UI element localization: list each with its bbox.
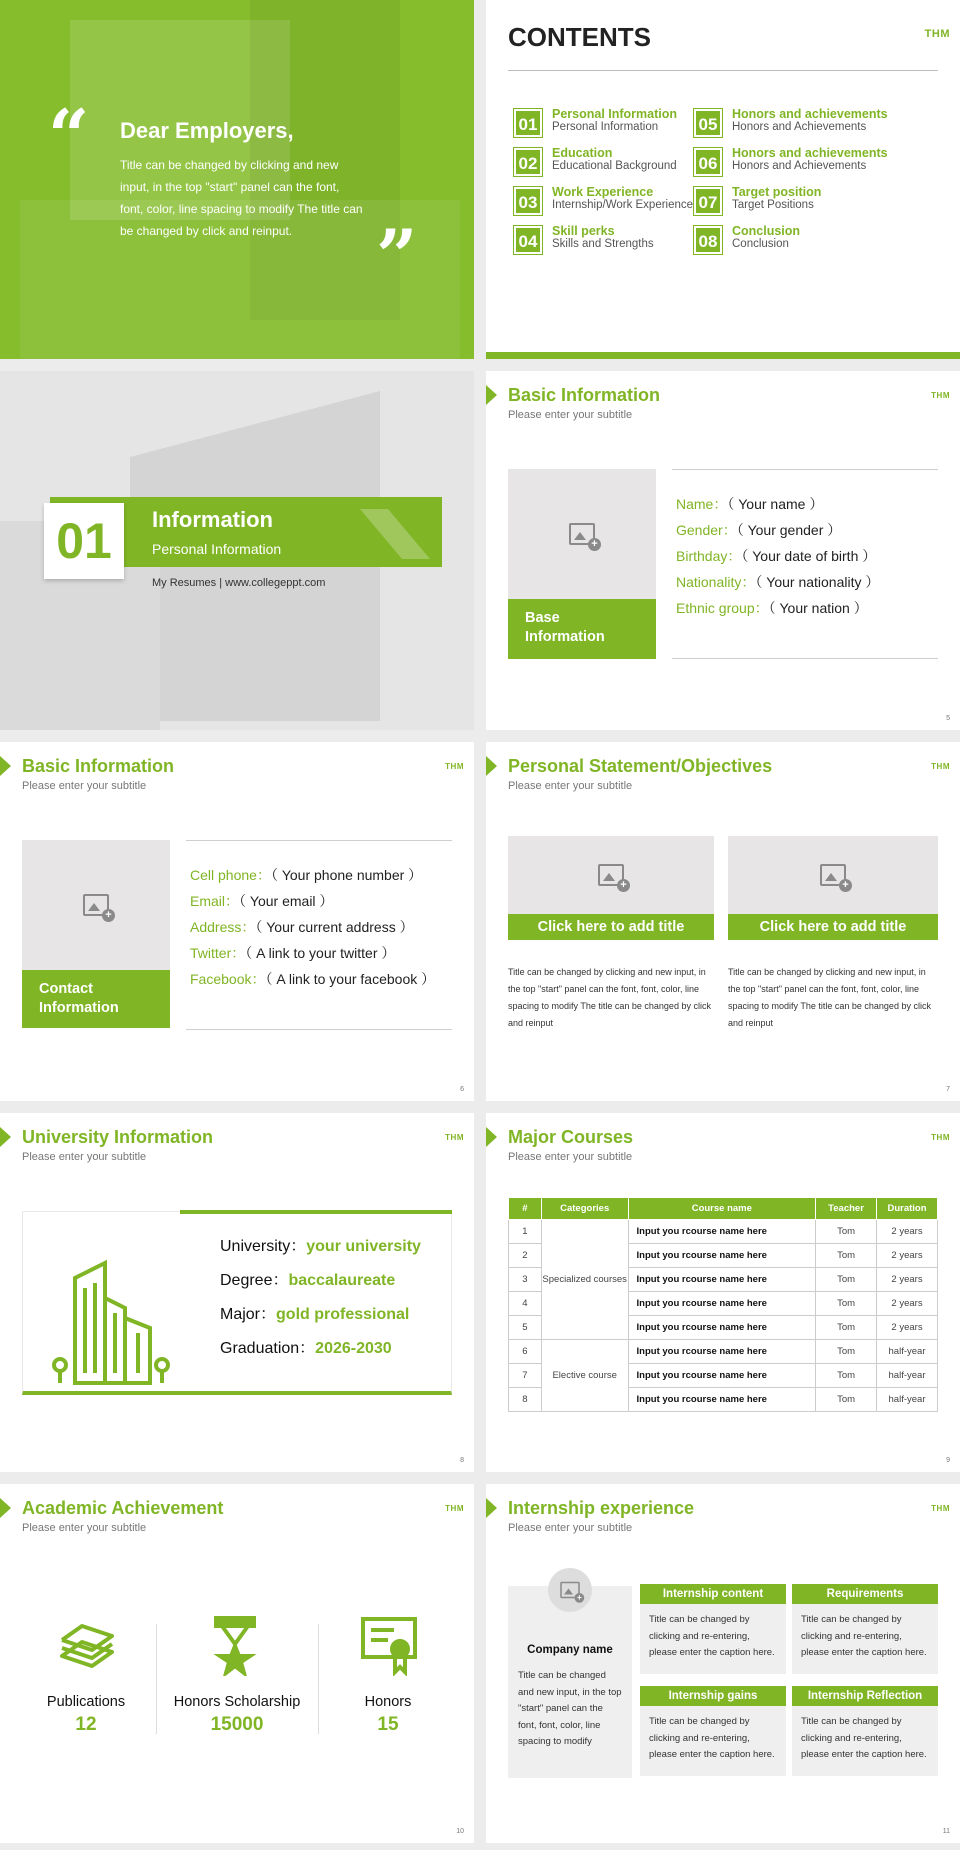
achievement-label: Publications xyxy=(46,1694,126,1710)
info-value[interactable]: （ Your nationality ） xyxy=(755,574,880,590)
contents-item-title: Skill perks xyxy=(552,224,615,238)
info-row xyxy=(676,543,879,569)
row-number: 5 xyxy=(509,1316,542,1340)
course-name[interactable]: Input you rcourse name here xyxy=(628,1268,816,1292)
slide-title: Basic Information xyxy=(22,756,175,776)
company-logo-placeholder[interactable] xyxy=(548,1568,592,1612)
contents-item-number: 06 xyxy=(694,148,722,176)
info-value[interactable]: （ Your nation ） xyxy=(768,600,868,616)
university-row xyxy=(220,1264,421,1298)
contents-item-subtitle: Skills and Strengths xyxy=(552,238,654,250)
university-row xyxy=(220,1298,421,1332)
contents-item[interactable] xyxy=(694,107,888,141)
section-number: 01 xyxy=(44,503,124,579)
title-marker xyxy=(0,1127,11,1147)
company-text: Title can be changed and new input, in the top "start" panel can the font, font, color, line spacing to modify xyxy=(518,1670,622,1747)
slide-title: Academic Achievement xyxy=(22,1498,224,1518)
contents-item[interactable] xyxy=(694,224,884,258)
image-placeholder[interactable] xyxy=(508,469,656,599)
title-marker xyxy=(486,1127,497,1147)
info-label: Facebook： xyxy=(190,971,266,987)
table-header: Categories xyxy=(541,1198,628,1220)
add-image-icon[interactable] xyxy=(598,864,624,886)
teacher: Tom xyxy=(816,1244,877,1268)
course-name[interactable]: Input you rcourse name here xyxy=(628,1244,816,1268)
info-row xyxy=(190,862,435,888)
slide1-title: Dear Employers, xyxy=(120,118,294,143)
card-top-accent xyxy=(180,1210,452,1214)
slide-major-courses xyxy=(486,1113,960,1472)
info-value[interactable]: （ Your name ） xyxy=(727,496,824,512)
info-label: Gender： xyxy=(676,522,737,538)
university-value[interactable]: baccalaureate xyxy=(288,1272,396,1289)
row-number: 4 xyxy=(509,1292,542,1316)
add-title-button[interactable]: Click here to add title xyxy=(508,914,714,940)
duration: 2 years xyxy=(877,1316,938,1340)
duration: 2 years xyxy=(877,1268,938,1292)
slide-subtitle: Please enter your subtitle xyxy=(22,1522,147,1534)
slide-subtitle: Please enter your subtitle xyxy=(508,409,633,421)
base-info-label: Base Information xyxy=(508,599,656,659)
teacher: Tom xyxy=(816,1340,877,1364)
divider xyxy=(672,658,938,659)
contents-item-title: Honors and achievements xyxy=(732,146,888,160)
row-number: 8 xyxy=(509,1388,542,1412)
info-value[interactable]: （ A link to your twitter ） xyxy=(245,945,396,961)
achievement-label: Honors Scholarship xyxy=(173,1694,301,1710)
contents-item-subtitle: Conclusion xyxy=(732,238,789,250)
slide-personal-statement xyxy=(486,742,960,1101)
books-icon xyxy=(58,1622,116,1672)
thm-logo: THM xyxy=(924,28,950,40)
table-header: Duration xyxy=(877,1198,938,1220)
slide-title: Internship experience xyxy=(508,1498,695,1518)
teacher: Tom xyxy=(816,1364,877,1388)
category-cell: Elective course xyxy=(541,1340,628,1412)
thm-logo: THM xyxy=(445,762,464,771)
contents-item-title: Education xyxy=(552,146,613,160)
info-label: Nationality： xyxy=(676,574,756,590)
slide-subtitle: Please enter your subtitle xyxy=(508,1151,633,1163)
slide-section-01 xyxy=(0,371,474,730)
divider xyxy=(508,70,938,71)
thm-logo: THM xyxy=(931,1504,950,1513)
thm-logo: THM xyxy=(445,1504,464,1513)
thm-logo: THM xyxy=(445,1133,464,1142)
achievement-value: 15 xyxy=(377,1714,399,1735)
teacher: Tom xyxy=(816,1220,877,1244)
university-value[interactable]: your university xyxy=(306,1238,421,1255)
section-footer: My Resumes | www.collegeppt.com xyxy=(152,577,326,589)
title-marker xyxy=(0,756,11,776)
course-name[interactable]: Input you rcourse name here xyxy=(628,1340,816,1364)
contents-item-subtitle: Honors and Achievements xyxy=(732,121,867,133)
category-cell: Specialized courses xyxy=(541,1220,628,1340)
info-label: Name： xyxy=(676,496,728,512)
close-quote-icon: ” xyxy=(376,213,418,298)
add-image-icon[interactable] xyxy=(569,523,595,545)
image-placeholder[interactable] xyxy=(22,840,170,970)
course-name[interactable]: Input you rcourse name here xyxy=(628,1316,816,1340)
slide-subtitle: Please enter your subtitle xyxy=(22,780,147,792)
page-number: 7 xyxy=(946,1086,950,1093)
info-value[interactable]: （ Your gender ） xyxy=(736,522,842,538)
internship-box-header: Requirements xyxy=(792,1584,938,1604)
slide-dear-employers xyxy=(0,0,474,359)
internship-box-header: Internship Reflection xyxy=(792,1686,938,1706)
course-name[interactable]: Input you rcourse name here xyxy=(628,1388,816,1412)
contents-item-number: 02 xyxy=(514,148,542,176)
contents-title: CONTENTS xyxy=(508,22,651,52)
duration: half-year xyxy=(877,1364,938,1388)
info-value[interactable]: （ Your date of birth ） xyxy=(741,548,877,564)
course-name[interactable]: Input you rcourse name here xyxy=(628,1364,816,1388)
contents-item[interactable] xyxy=(514,107,704,141)
slide-university-info xyxy=(0,1113,474,1472)
statement-text: Title can be changed by clicking and new input, in the top "start" panel can the font, font, color, line spacing to modify The title can be changed by click and reinput xyxy=(508,967,711,1028)
row-number: 3 xyxy=(509,1268,542,1292)
row-number: 6 xyxy=(509,1340,542,1364)
achievement-value: 12 xyxy=(75,1714,97,1735)
info-label: Cell phone： xyxy=(190,867,271,883)
contents-item-number: 01 xyxy=(514,109,542,137)
page-number: 11 xyxy=(942,1828,950,1835)
contents-item-number: 04 xyxy=(514,226,542,254)
teacher: Tom xyxy=(816,1388,877,1412)
university-label: University： xyxy=(220,1238,307,1255)
info-row xyxy=(190,940,435,966)
slide-subtitle: Please enter your subtitle xyxy=(508,780,633,792)
slide-basic-info xyxy=(486,371,960,730)
duration: 2 years xyxy=(877,1292,938,1316)
contents-item[interactable] xyxy=(694,146,888,180)
contents-item-title: Target position xyxy=(732,185,822,199)
achievement-value: 15000 xyxy=(210,1714,264,1735)
slide-basic-info-contact xyxy=(0,742,474,1101)
row-number: 2 xyxy=(509,1244,542,1268)
duration: 2 years xyxy=(877,1244,938,1268)
contents-item-title: Conclusion xyxy=(732,224,801,238)
table-row xyxy=(509,1340,938,1364)
image-placeholder[interactable] xyxy=(728,836,938,914)
slide-title: Personal Statement/Objectives xyxy=(508,756,773,776)
title-marker xyxy=(486,756,497,776)
thm-logo: THM xyxy=(931,391,950,400)
bottom-bar xyxy=(486,352,960,359)
university-value[interactable]: gold professional xyxy=(276,1306,410,1323)
medal-icon xyxy=(212,1616,258,1676)
teacher: Tom xyxy=(816,1292,877,1316)
info-value[interactable]: （ Your phone number ） xyxy=(270,867,423,883)
info-row xyxy=(190,888,435,914)
contents-item[interactable] xyxy=(514,146,704,180)
building-icon xyxy=(50,1253,180,1393)
contents-item-subtitle: Target Positions xyxy=(732,199,814,211)
university-label: Major： xyxy=(220,1306,277,1323)
slide-internship-experience xyxy=(486,1484,960,1843)
courses-table xyxy=(508,1197,938,1412)
slide1-body: Title can be changed by clicking and new input, in the top "start" panel can the font, font, color, line spacing to modify The title can be changed by click and reinput. xyxy=(120,158,363,238)
open-quote-icon: “ xyxy=(48,93,90,178)
contents-item-subtitle: Honors and Achievements xyxy=(732,160,867,172)
info-label: Email： xyxy=(190,893,240,909)
contents-item[interactable] xyxy=(694,185,884,219)
info-label: Address： xyxy=(190,919,256,935)
row-number: 7 xyxy=(509,1364,542,1388)
duration: half-year xyxy=(877,1340,938,1364)
title-marker xyxy=(486,1498,497,1518)
contents-item-title: Work Experience xyxy=(552,185,654,199)
contents-item-subtitle: Personal Information xyxy=(552,121,659,133)
info-label: Twitter： xyxy=(190,945,246,961)
table-header: # xyxy=(509,1198,542,1220)
page-number: 10 xyxy=(456,1828,464,1835)
add-title-button[interactable]: Click here to add title xyxy=(728,914,938,940)
contents-item-title: Personal Information xyxy=(552,107,678,121)
internship-box-body: Title can be changed by clicking and re-entering, please enter the caption here. xyxy=(792,1706,938,1776)
contents-item-number: 08 xyxy=(694,226,722,254)
section-subtitle: Personal Information xyxy=(152,541,282,557)
divider xyxy=(186,840,452,841)
contents-item-number: 05 xyxy=(694,109,722,137)
contents-item-subtitle: Educational Background xyxy=(552,160,677,172)
add-image-icon[interactable] xyxy=(820,864,846,886)
internship-box-body: Title can be changed by clicking and re-entering, please enter the caption here. xyxy=(640,1604,786,1674)
info-value[interactable]: （ Your email ） xyxy=(239,893,334,909)
teacher: Tom xyxy=(816,1268,877,1292)
duration: half-year xyxy=(877,1388,938,1412)
course-name[interactable]: Input you rcourse name here xyxy=(628,1292,816,1316)
company-name: Company name xyxy=(527,1644,613,1656)
info-label: Ethnic group： xyxy=(676,600,769,616)
slide-title: Basic Information xyxy=(508,385,661,405)
slide-academic-achievement xyxy=(0,1484,474,1843)
slide-subtitle: Please enter your subtitle xyxy=(508,1522,633,1534)
certificate-icon xyxy=(360,1616,418,1676)
title-marker xyxy=(0,1498,11,1518)
page-number: 5 xyxy=(946,715,950,722)
info-value[interactable]: （ Your current address ） xyxy=(255,919,414,935)
contents-item[interactable] xyxy=(514,224,704,258)
teacher: Tom xyxy=(816,1316,877,1340)
slide-contents xyxy=(486,0,960,359)
contents-item-title: Honors and achievements xyxy=(732,107,888,121)
info-label: Birthday： xyxy=(676,548,742,564)
add-image-icon[interactable] xyxy=(83,894,109,916)
duration: 2 years xyxy=(877,1220,938,1244)
contents-item-number: 03 xyxy=(514,187,542,215)
divider xyxy=(672,469,938,470)
add-image-icon[interactable] xyxy=(560,1582,580,1599)
statement-text: Title can be changed by clicking and new input, in the top "start" panel can the font, font, color, line spacing to modify The title can be changed by click and reinput xyxy=(728,967,931,1028)
university-value[interactable]: 2026-2030 xyxy=(315,1340,392,1357)
internship-box-header: Internship content xyxy=(640,1584,786,1604)
info-row xyxy=(676,595,879,621)
university-row xyxy=(220,1332,421,1366)
university-label: Degree： xyxy=(220,1272,289,1289)
page-number: 8 xyxy=(460,1457,464,1464)
thm-logo: THM xyxy=(931,1133,950,1142)
info-row xyxy=(676,569,879,595)
course-name[interactable]: Input you rcourse name here xyxy=(628,1220,816,1244)
table-row xyxy=(509,1220,938,1244)
info-row xyxy=(676,517,879,543)
page-number: 6 xyxy=(460,1086,464,1093)
title-marker xyxy=(486,385,497,405)
university-label: Graduation： xyxy=(220,1340,316,1357)
internship-box-body: Title can be changed by clicking and re-entering, please enter the caption here. xyxy=(640,1706,786,1776)
contact-info-label: Contact Information xyxy=(22,970,170,1028)
slide-subtitle: Please enter your subtitle xyxy=(22,1151,147,1163)
university-row xyxy=(220,1230,421,1264)
table-header: Course name xyxy=(628,1198,816,1220)
table-header: Teacher xyxy=(816,1198,877,1220)
contents-item-subtitle: Internship/Work Experience xyxy=(552,199,694,211)
contents-item-number: 07 xyxy=(694,187,722,215)
internship-box-header: Internship gains xyxy=(640,1686,786,1706)
achievement-label: Honors xyxy=(364,1694,412,1710)
slide-title: Major Courses xyxy=(508,1127,634,1147)
info-value[interactable]: （ A link to your facebook ） xyxy=(265,971,436,987)
slide-title: University Information xyxy=(22,1127,214,1147)
contents-item[interactable] xyxy=(514,185,704,219)
row-number: 1 xyxy=(509,1220,542,1244)
info-row xyxy=(190,914,435,940)
divider xyxy=(186,1029,452,1030)
image-placeholder[interactable] xyxy=(508,836,714,914)
page-number: 9 xyxy=(946,1457,950,1464)
info-row xyxy=(190,966,435,992)
thm-logo: THM xyxy=(931,762,950,771)
section-title: Information xyxy=(152,507,273,532)
internship-box-body: Title can be changed by clicking and re-entering, please enter the caption here. xyxy=(792,1604,938,1674)
info-row xyxy=(676,491,879,517)
